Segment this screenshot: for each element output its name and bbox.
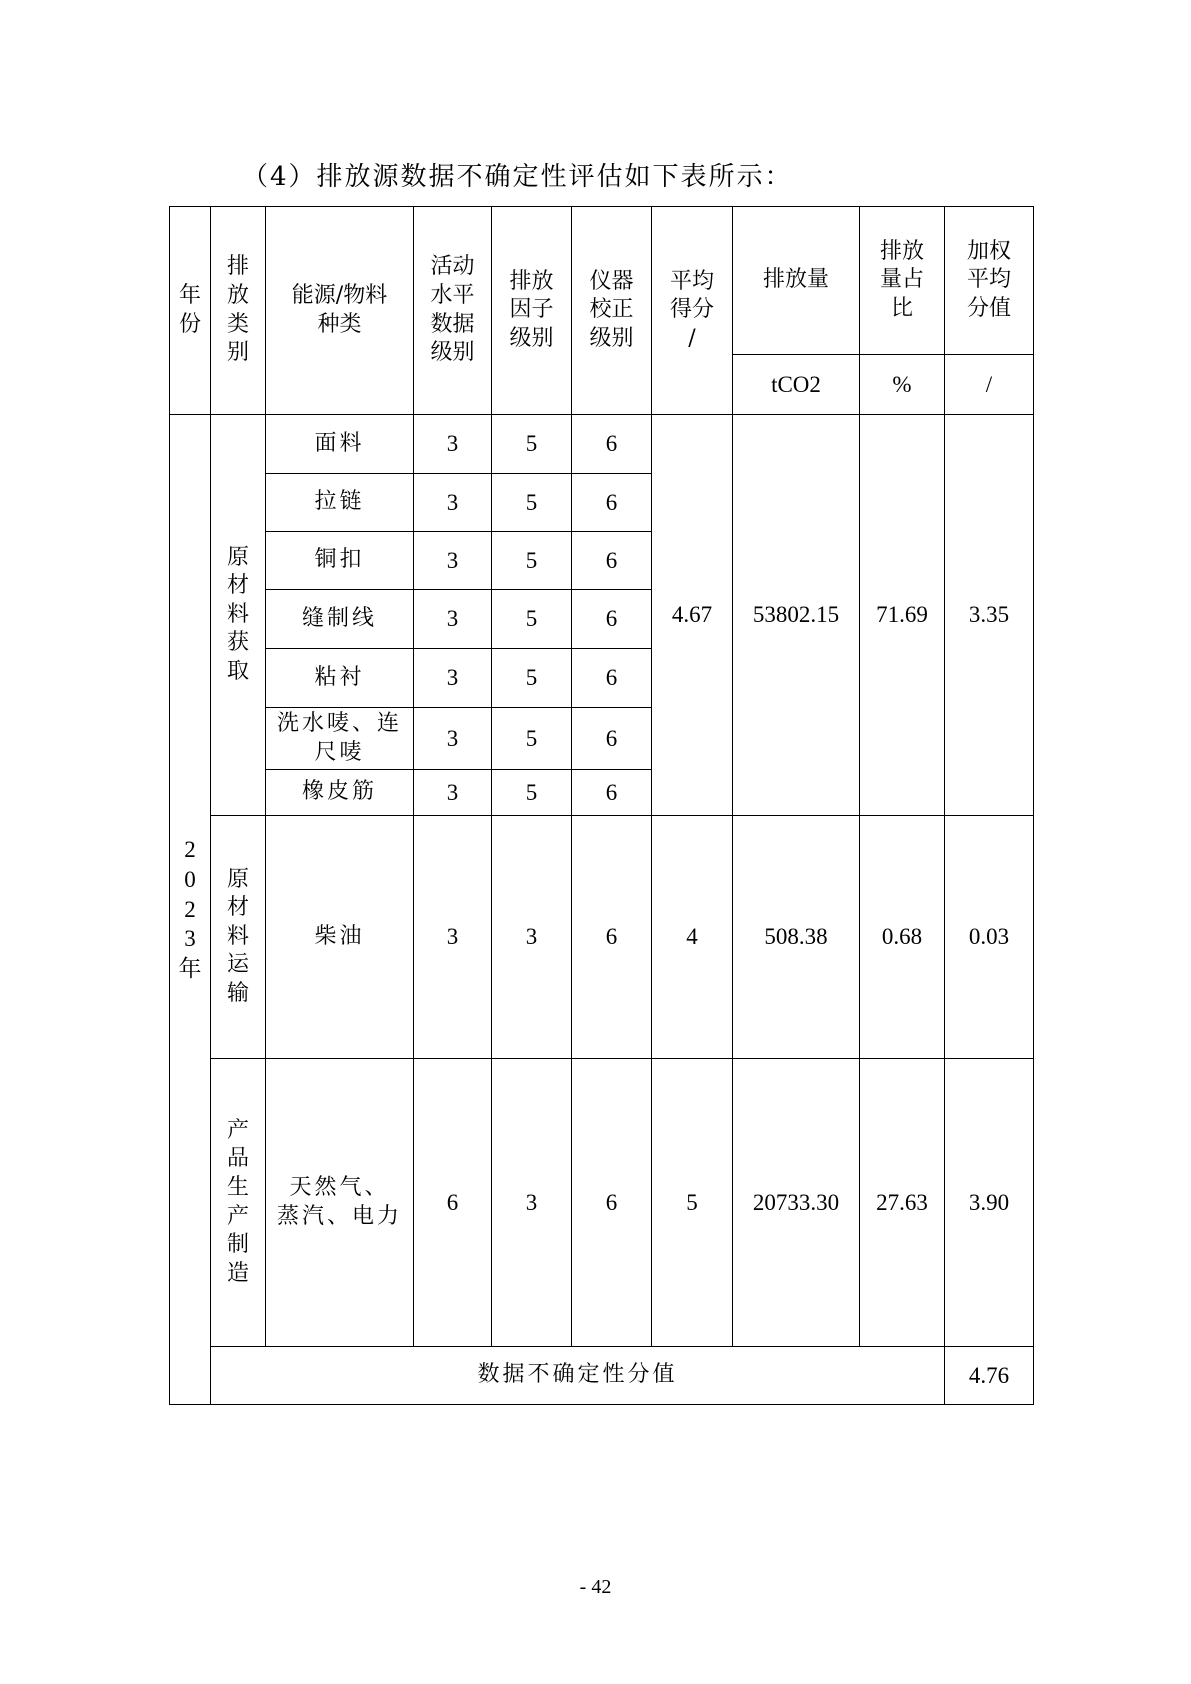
header-weighted: 加权 平均 分值 xyxy=(945,207,1034,355)
instrument-calibration-cell: 6 xyxy=(572,649,652,708)
instrument-calibration-cell: 6 xyxy=(572,590,652,649)
activity-level-cell: 3 xyxy=(414,474,492,532)
header-category: 排 放 类 别 xyxy=(211,207,266,415)
weighted-score-cell: 3.90 xyxy=(945,1059,1034,1347)
instrument-calibration-cell: 6 xyxy=(572,532,652,590)
source-cell: 橡皮筋 xyxy=(266,770,414,816)
activity-level-cell: 3 xyxy=(414,532,492,590)
header-instrument-calibration: 仪器 校正 级别 xyxy=(572,207,652,415)
activity-level-cell: 3 xyxy=(414,770,492,816)
source-cell: 洗水唛、连 尺唛 xyxy=(266,708,414,770)
source-cell: 天然气、 蒸汽、电力 xyxy=(266,1059,414,1347)
header-emission: 排放量 xyxy=(733,207,860,355)
header-row xyxy=(170,207,1034,355)
average-score-cell: 5 xyxy=(652,1059,733,1347)
header-share: 排放 量占 比 xyxy=(860,207,945,355)
weighted-score-cell: 3.35 xyxy=(945,415,1034,816)
year-cell: 2 0 2 3 年 xyxy=(170,415,211,1405)
source-cell: 铜扣 xyxy=(266,532,414,590)
emission-factor-cell: 5 xyxy=(492,474,572,532)
category-cell: 原 材 料 获 取 xyxy=(211,415,266,816)
section-heading: （4）排放源数据不确定性评估如下表所示： xyxy=(242,162,793,192)
activity-level-cell: 6 xyxy=(414,1059,492,1347)
source-cell: 面料 xyxy=(266,415,414,474)
instrument-calibration-cell: 6 xyxy=(572,1059,652,1347)
emission-factor-cell: 3 xyxy=(492,816,572,1059)
activity-level-cell: 3 xyxy=(414,816,492,1059)
share-cell: 27.63 xyxy=(860,1059,945,1347)
activity-level-cell: 3 xyxy=(414,708,492,770)
instrument-calibration-cell: 6 xyxy=(572,770,652,816)
unit-emission: tCO2 xyxy=(733,355,860,415)
emission-factor-cell: 5 xyxy=(492,532,572,590)
emission-factor-cell: 5 xyxy=(492,590,572,649)
header-year: 年 份 xyxy=(170,207,211,415)
average-score-cell: 4 xyxy=(652,816,733,1059)
table-row xyxy=(170,816,1034,1059)
weighted-score-cell: 0.03 xyxy=(945,816,1034,1059)
activity-level-cell: 3 xyxy=(414,590,492,649)
category-cell: 原 材 料 运 输 xyxy=(211,816,266,1059)
emission-factor-cell: 3 xyxy=(492,1059,572,1347)
table-row xyxy=(170,415,1034,474)
total-value: 4.76 xyxy=(945,1347,1034,1405)
source-cell: 缝制线 xyxy=(266,590,414,649)
emission-cell: 53802.15 xyxy=(733,415,860,816)
emission-factor-cell: 5 xyxy=(492,708,572,770)
header-average-score: 平均 得分 / xyxy=(652,207,733,415)
source-cell: 拉链 xyxy=(266,474,414,532)
emission-factor-cell: 5 xyxy=(492,649,572,708)
share-cell: 0.68 xyxy=(860,816,945,1059)
header-source: 能源/物料 种类 xyxy=(266,207,414,415)
source-cell: 柴油 xyxy=(266,816,414,1059)
emission-cell: 20733.30 xyxy=(733,1059,860,1347)
share-cell: 71.69 xyxy=(860,415,945,816)
header-activity-level: 活动 水平 数据 级别 xyxy=(414,207,492,415)
activity-level-cell: 3 xyxy=(414,649,492,708)
header-emission-factor: 排放 因子 级别 xyxy=(492,207,572,415)
instrument-calibration-cell: 6 xyxy=(572,474,652,532)
table-row xyxy=(170,1059,1034,1347)
instrument-calibration-cell: 6 xyxy=(572,708,652,770)
emission-factor-cell: 5 xyxy=(492,770,572,816)
emission-cell: 508.38 xyxy=(733,816,860,1059)
uncertainty-table xyxy=(169,206,1034,1405)
activity-level-cell: 3 xyxy=(414,415,492,474)
emission-factor-cell: 5 xyxy=(492,415,572,474)
total-row xyxy=(170,1347,1034,1405)
total-label: 数据不确定性分值 xyxy=(211,1347,945,1405)
instrument-calibration-cell: 6 xyxy=(572,816,652,1059)
unit-share: % xyxy=(860,355,945,415)
unit-weighted: / xyxy=(945,355,1034,415)
source-cell: 粘衬 xyxy=(266,649,414,708)
page-number: - 42 xyxy=(579,1576,612,1598)
category-cell: 产 品 生 产 制 造 xyxy=(211,1059,266,1347)
instrument-calibration-cell: 6 xyxy=(572,415,652,474)
average-score-cell: 4.67 xyxy=(652,415,733,816)
